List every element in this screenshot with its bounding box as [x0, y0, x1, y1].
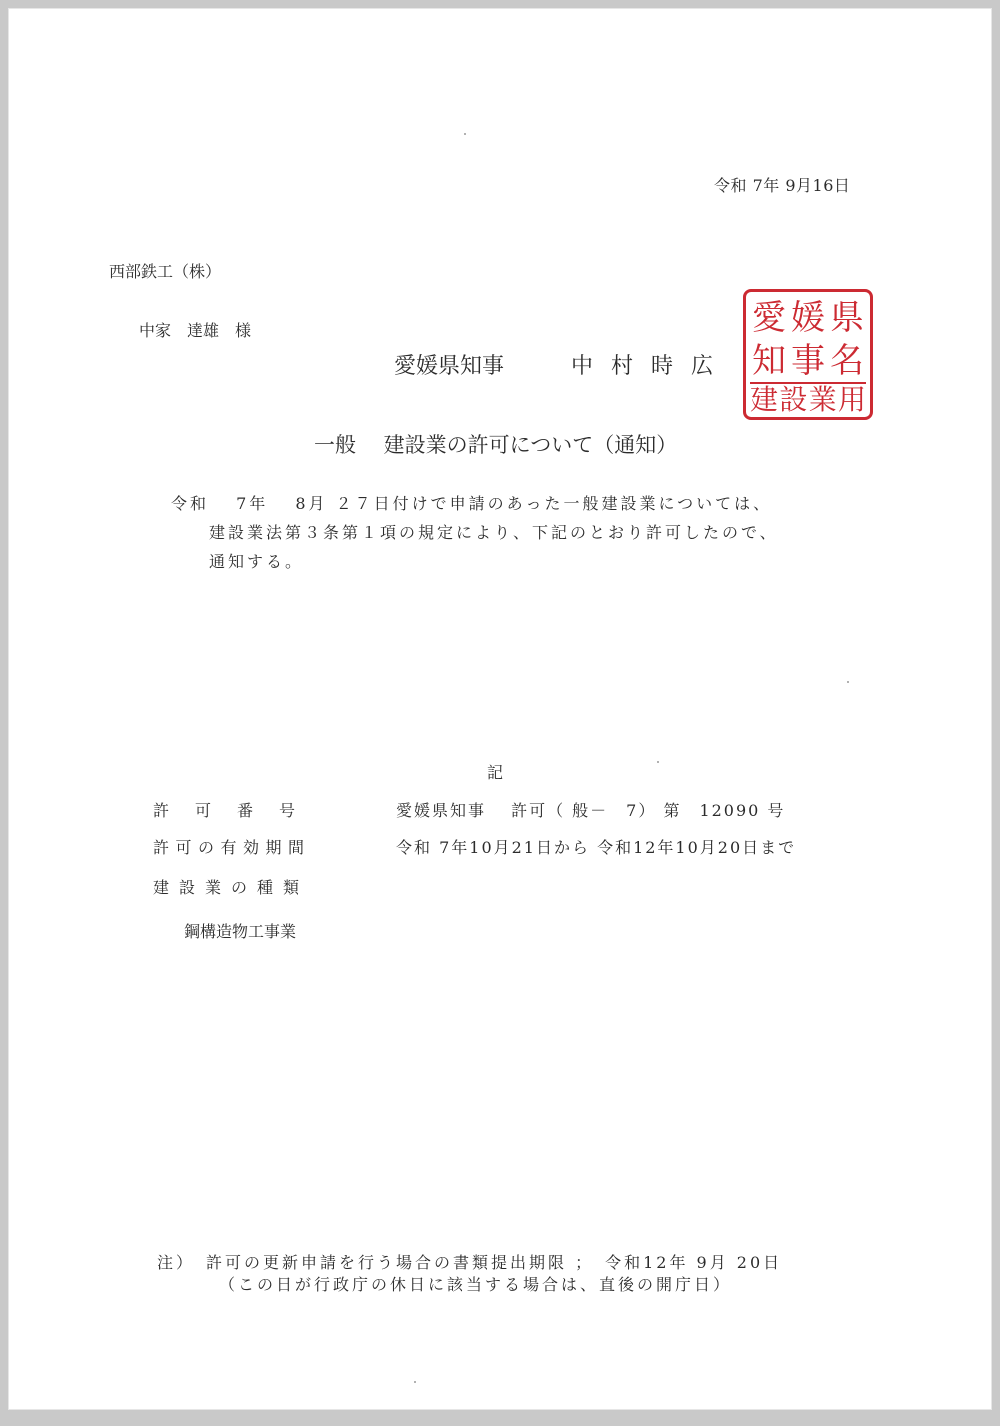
- seal-char: 設: [779, 383, 808, 416]
- scan-speck: [464, 133, 466, 135]
- body-line-3: 通知する。: [209, 552, 305, 571]
- label-industry-type: 建設業の種類: [153, 878, 310, 897]
- seal-char: 愛: [752, 297, 786, 338]
- seal-char: 事: [791, 340, 825, 381]
- seal-char: 県: [830, 297, 864, 338]
- value-permit-number: 愛媛県知事 許可（ 般－ 7） 第 12090 号: [396, 801, 786, 820]
- seal-column: [750, 296, 788, 382]
- recipient-company: 西部鉄工（株）: [109, 262, 222, 281]
- document-title: 一般 建設業の許可について（通知）: [314, 433, 678, 457]
- issuer-organization: 愛媛県知事: [394, 354, 505, 379]
- ki-heading: 記: [487, 763, 504, 782]
- seal-column: [789, 296, 827, 382]
- note-line-1: 注） 許可の更新申請を行う場合の書類提出期限 ； 令和12年 9月 20日: [157, 1253, 783, 1272]
- official-seal-icon: [743, 289, 873, 420]
- value-validity-period: 令和 7年10月21日から 令和12年10月20日まで: [396, 838, 797, 857]
- seal-char: 知: [752, 340, 786, 381]
- seal-char: 名: [830, 340, 864, 381]
- label-validity-period: 許可の有効期間: [153, 838, 311, 857]
- scan-speck: [847, 681, 849, 683]
- seal-lower: [750, 384, 866, 414]
- seal-char: 媛: [791, 297, 825, 338]
- note-line-2: （この日が行政庁の休日に該当する場合は、直後の開庁日）: [219, 1275, 733, 1294]
- issuer-name: 中村時広: [571, 354, 732, 379]
- label-permit-number: 許可番号: [153, 801, 322, 820]
- seal-char: 建: [750, 383, 779, 416]
- body-line-1: 令和 7年 8月 ２７日付けで申請のあった一般建設業については、: [171, 494, 773, 513]
- industry-type: 鋼構造物工事業: [184, 922, 297, 941]
- document-page: [8, 8, 992, 1410]
- recipient-person: 中家 達雄 様: [139, 321, 252, 340]
- seal-upper: [750, 296, 866, 382]
- seal-char: 業: [808, 383, 837, 416]
- body-line-2: 建設業法第３条第１項の規定により、下記のとおり許可したので、: [209, 523, 779, 542]
- notice-body: [171, 489, 779, 576]
- seal-column: [828, 296, 866, 382]
- scan-speck: [414, 1381, 416, 1383]
- seal-char: 用: [837, 383, 866, 416]
- scan-speck: [657, 761, 659, 763]
- issue-date: 令和 7年 9月16日: [714, 176, 851, 195]
